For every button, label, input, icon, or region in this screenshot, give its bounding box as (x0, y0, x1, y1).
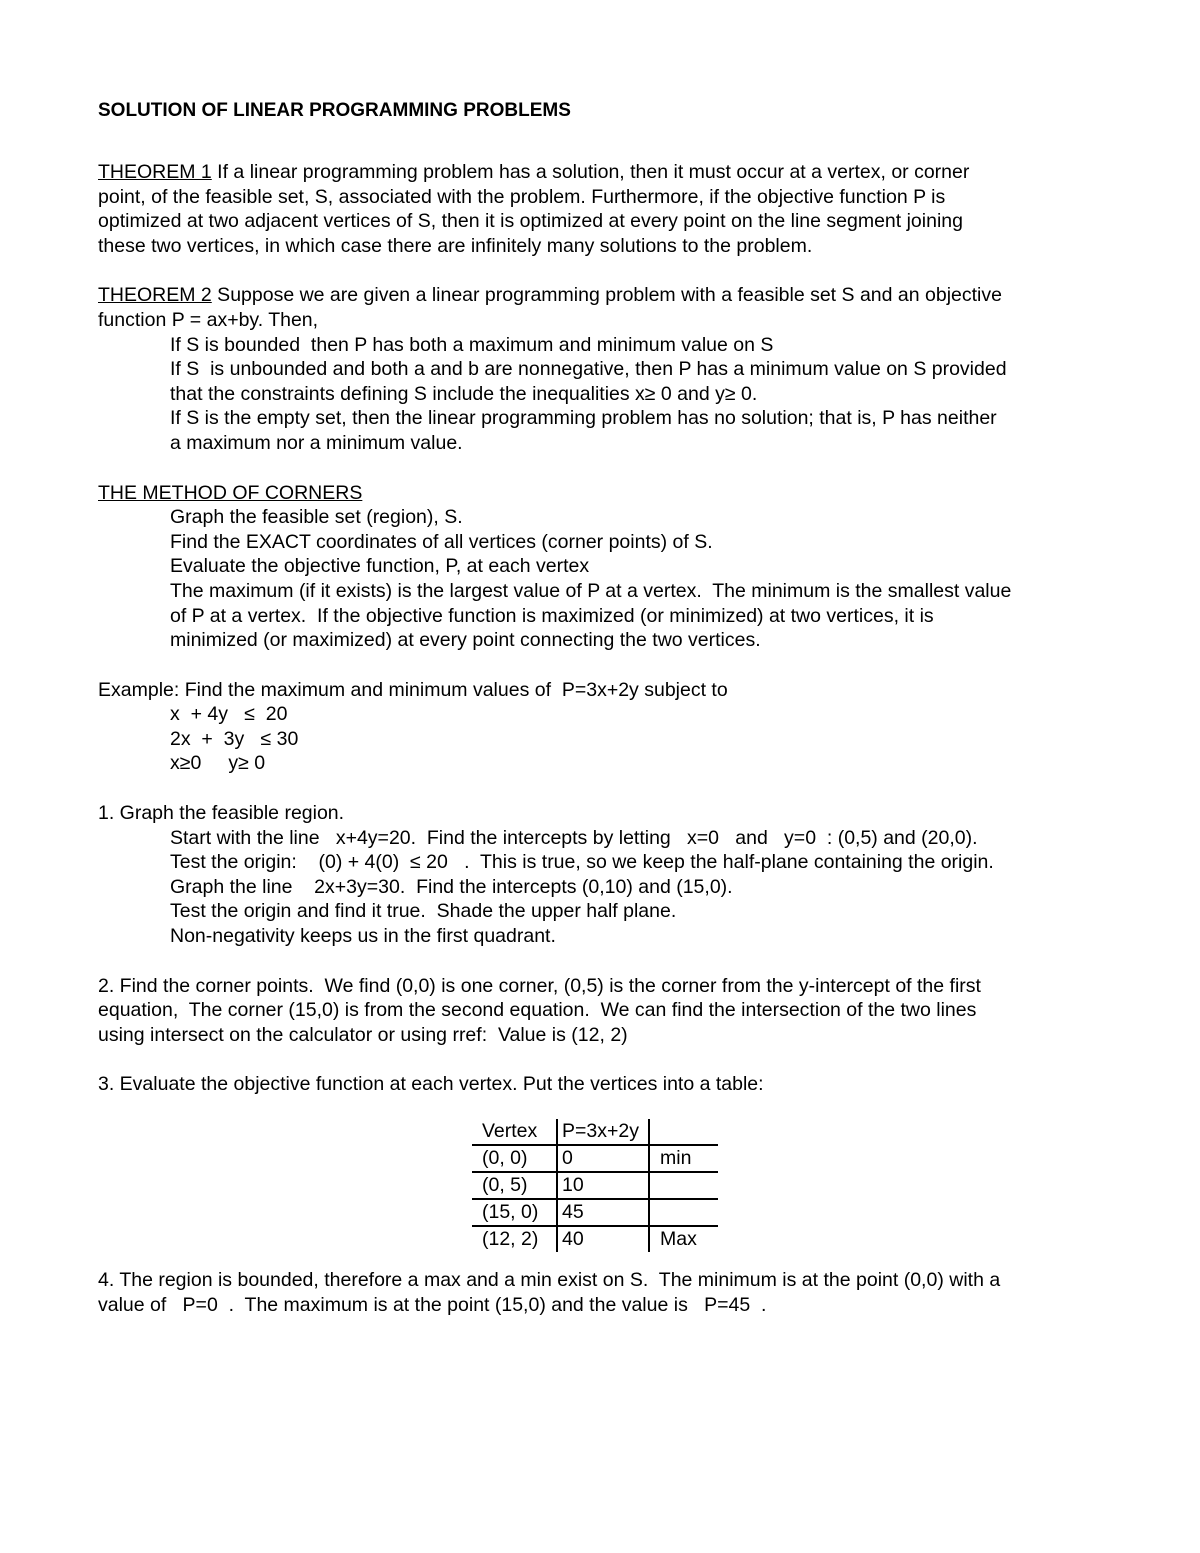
table-cell: (15, 0) (472, 1199, 557, 1226)
theorem-2-item: If S is the empty set, then the linear programming problem has no solution; that is, P has neither (170, 407, 997, 430)
theorem-1-line: If a linear programming problem has a solution, then it must occur at a vertex, or corner (211, 161, 970, 183)
step-2-line: equation, The corner (15,0) is from the second equation. We can find the intersection of the two lines (98, 999, 977, 1022)
theorem-2-label: THEOREM 2 (98, 284, 212, 307)
step-1-item: Test the origin and find it true. Shade the upper half plane. (170, 900, 677, 923)
table-cell: 40 (557, 1226, 649, 1252)
table-header-cell (649, 1119, 718, 1145)
table-cell: 0 (557, 1145, 649, 1172)
step-2 (98, 974, 1108, 1048)
theorem-1-line: point, of the feasible set, S, associated with the problem. Furthermore, if the objective function P is (98, 185, 946, 208)
method-step: Evaluate the objective function, P, at each vertex (170, 555, 590, 578)
step-2-line: using intersect on the calculator or using rref: Value is (12, 2) (98, 1023, 628, 1046)
method-of-corners (98, 481, 1108, 653)
theorem-2-item: that the constraints defining S include the inequalities x≥ 0 and y≥ 0. (170, 382, 758, 405)
step-4 (98, 1268, 1108, 1317)
table-cell: (12, 2) (472, 1226, 557, 1252)
method-step: Graph the feasible set (region), S. (170, 506, 463, 529)
step-2-line: 2. Find the corner points. We find (0,0) is one corner, (0,5) is the corner from the y-intercept of the first (98, 974, 981, 997)
step-1-item: Non-negativity keeps us in the first quadrant. (170, 925, 556, 948)
theorem-2 (98, 283, 1108, 455)
table-cell: Max (660, 1228, 697, 1250)
document-title: SOLUTION OF LINEAR PROGRAMMING PROBLEMS (98, 100, 571, 121)
table-header-cell: P=3x+2y (557, 1119, 649, 1145)
step-1-heading: 1. Graph the feasible region. (98, 802, 345, 825)
table-cell: (0, 5) (472, 1172, 557, 1199)
theorem-1-line: these two vertices, in which case there are infinitely many solutions to the problem. (98, 234, 813, 257)
constraint: 2x + 3y ≤ 30 (170, 727, 299, 750)
table-row (472, 1172, 718, 1199)
step-1 (98, 801, 1108, 949)
method-step: minimized (or maximized) at every point connecting the two vertices. (170, 629, 761, 652)
theorem-1 (98, 160, 1108, 258)
constraint: x + 4y ≤ 20 (170, 703, 288, 726)
example-intro: Example: Find the maximum and minimum values of P=3x+2y subject to (98, 678, 728, 701)
table-cell: 45 (557, 1199, 649, 1226)
vertex-table-wrap (472, 1119, 1108, 1252)
theorem-2-line: function P = ax+by. Then, (98, 308, 319, 331)
step-4-line: value of P=0 . The maximum is at the point (15,0) and the value is P=45 . (98, 1293, 767, 1316)
vertex-table (472, 1119, 718, 1252)
table-cell: (0, 0) (472, 1145, 557, 1172)
theorem-2-line: Suppose we are given a linear programming problem with a feasible set S and an objective (211, 284, 1002, 307)
table-row (472, 1199, 718, 1226)
table-cell: 10 (557, 1172, 649, 1199)
step-3-heading: 3. Evaluate the objective function at each vertex. Put the vertices into a table: (98, 1073, 764, 1096)
step-1-item: Start with the line x+4y=20. Find the intercepts by letting x=0 and y=0 : (0,5) and (20,0). (170, 826, 978, 849)
constraint: x≥0 y≥ 0 (170, 752, 266, 775)
step-1-item: Graph the line 2x+3y=30. Find the intercepts (0,10) and (15,0). (170, 875, 733, 898)
table-header-row (472, 1119, 718, 1145)
document-page (98, 99, 1108, 1317)
method-step: The maximum (if it exists) is the largest value of P at a vertex. The minimum is the smallest value (170, 579, 1012, 602)
table-row (472, 1226, 718, 1252)
theorem-1-label: THEOREM 1 (98, 161, 212, 183)
theorem-2-item: If S is unbounded and both a and b are nonnegative, then P has a minimum value on S provided (170, 358, 1007, 381)
theorem-2-item: a maximum nor a minimum value. (170, 431, 463, 454)
table-header-cell: Vertex (472, 1119, 557, 1145)
table-cell (649, 1172, 718, 1199)
theorem-1-line: optimized at two adjacent vertices of S, then it is optimized at every point on the line segment joining (98, 210, 963, 233)
table-cell: min (649, 1145, 718, 1172)
step-1-item: Test the origin: (0) + 4(0) ≤ 20 . This is true, so we keep the half-plane containing the origin. (170, 851, 994, 874)
example (98, 678, 1108, 776)
theorem-2-item: If S is bounded then P has both a maximum and minimum value on S (170, 333, 774, 356)
method-step: Find the EXACT coordinates of all vertices (corner points) of S. (170, 530, 713, 553)
step-4-line: 4. The region is bounded, therefore a max and a min exist on S. The minimum is at the point (0,0) with a (98, 1269, 1001, 1291)
method-step: of P at a vertex. If the objective function is maximized (or minimized) at two vertices, it is (170, 604, 934, 627)
method-heading: THE METHOD OF CORNERS (98, 481, 363, 504)
table-row (472, 1145, 718, 1172)
table-cell (649, 1199, 718, 1226)
